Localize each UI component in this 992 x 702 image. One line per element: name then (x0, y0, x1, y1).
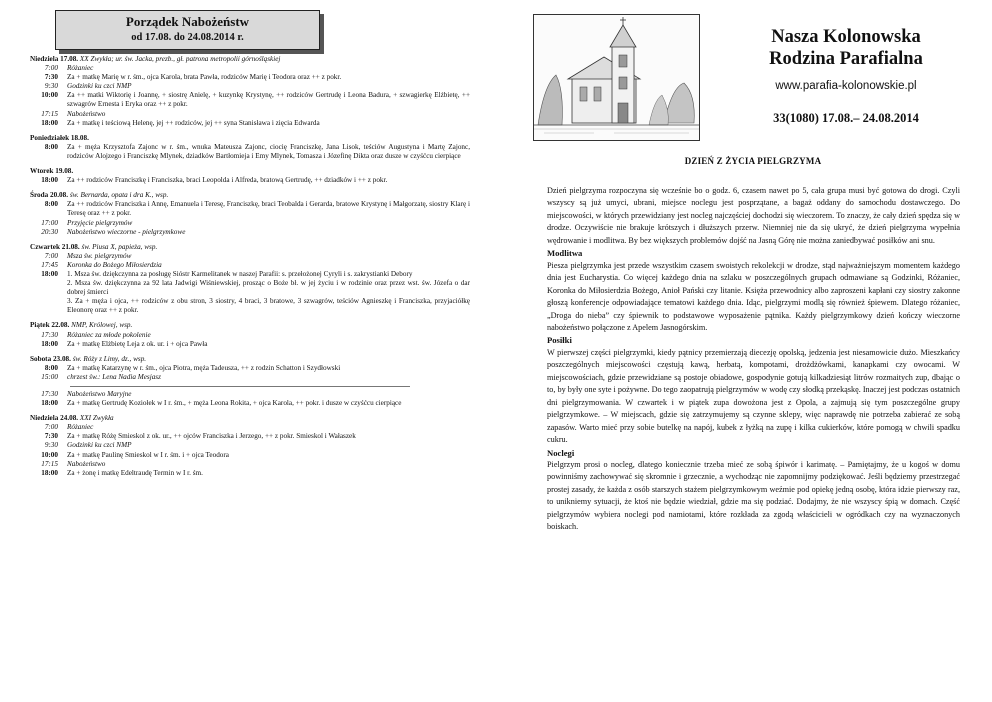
schedule-entry (30, 390, 470, 399)
schedule-entry (30, 119, 470, 128)
entry-time: 7:30 (44, 432, 58, 441)
day-feast: św. Bernarda, opata i dra K., wsp. (69, 191, 169, 200)
entry-time: 7:00 (44, 423, 58, 432)
entry-time: 17:30 (41, 330, 58, 339)
entry-time: 18:00 (41, 399, 58, 408)
schedule-entry (30, 432, 470, 441)
day-date: Niedziela 17.08. (30, 55, 79, 63)
day-date: Wtorek 19.08. (30, 167, 74, 176)
entry-time: 9:30 (44, 441, 58, 450)
entry-text: Za + matkę Gertrudę Koziołek w I r. śm., + męża Leona Rokita, + ojca Karola, ++ pokr. i dusze w czyśćcu cierpiące (67, 399, 402, 408)
entry-time: 9:30 (44, 82, 58, 91)
entry-text: 1. Msza św. dziękczynna za posługę Sióstr Karmelitanek w naszej Parafii: s. przełożonej Cyryli i s. zakrystianki Debory (67, 269, 413, 278)
day-date: Poniedziałek 18.08. (30, 133, 89, 142)
entry-text: Godzinki ku czci NMP (67, 82, 132, 91)
schedule-day (30, 321, 470, 348)
masthead-title-line1: Nasza Kolonowska (771, 27, 921, 47)
day-feast: XX Zwykła; ur. św. Jacka, prezb., gł. patrona metropolii górnośląskiej (79, 55, 281, 63)
schedule-entry (30, 399, 470, 408)
entry-time: 7:00 (44, 64, 58, 73)
entry-text: Za + matkę Marię w r. śm., ojca Karola, brata Pawła, rodziców Marię i Teodora oraz ++ z pokr. (67, 73, 342, 82)
schedule-entry (30, 252, 470, 261)
schedule-day (30, 191, 470, 236)
section-heading: Modlitwa (547, 248, 583, 259)
day-date: Piątek 22.08. (30, 321, 70, 330)
schedule-entry (30, 364, 470, 373)
church-illustration (533, 14, 700, 141)
schedule-day (30, 134, 470, 161)
entry-time: 17:30 (41, 390, 58, 398)
schedule-title: Porządek Nabożeństw (125, 14, 250, 29)
entry-time: 18:00 (41, 118, 58, 127)
day-heading (30, 167, 470, 176)
entry-time: 17:15 (41, 459, 58, 468)
day-heading (30, 134, 470, 143)
schedule-entry (30, 279, 470, 297)
day-heading (30, 355, 470, 364)
entry-text: Za + żonę i matkę Edeltraudę Termin w I r. śm. (67, 468, 203, 477)
schedule-entry (30, 270, 470, 279)
entry-time: 10:00 (41, 91, 58, 100)
schedule-day (30, 243, 470, 316)
entry-time: 20:30 (41, 227, 58, 236)
entry-text: chrzest św.: Lena Nadia Mesjasz (67, 372, 161, 381)
entry-text: Nabożeństwo wieczorne - pielgrzymkowe (67, 227, 186, 236)
schedule-entry (30, 340, 470, 349)
entry-text: Przyjęcie pielgrzymów (67, 218, 133, 227)
entry-text: Godzinki ku czci NMP (67, 441, 132, 450)
section-heading: Noclegi (547, 447, 575, 458)
schedule-dates: od 17.08. do 24.08.2014 r. (131, 32, 244, 43)
entry-text: 2. Msza św. dziękczynna za 92 lata Jadwigi Wiśniewskiej, prosząc o Boże bł. w jej życiu i w rodzinie oraz przez wst. św. Józefa o dar dobrej śmierci (67, 279, 470, 297)
entry-time: 15:00 (41, 372, 58, 381)
entry-time: 17:00 (41, 218, 58, 227)
article-body (547, 185, 960, 534)
entry-time: 18:00 (41, 339, 58, 348)
entry-time: 18:00 (41, 176, 58, 185)
parish-url: www.parafia-kolonowskie.pl (775, 80, 917, 92)
entry-time: 7:30 (44, 73, 58, 82)
schedule-entry (30, 219, 470, 228)
article-title: DZIEŃ Z ŻYCIA PIELGRZYMA (684, 156, 822, 166)
day-heading (30, 55, 470, 64)
entry-time: 17:45 (41, 260, 58, 269)
masthead-title-line2: Rodzina Parafialna (769, 49, 923, 69)
day-heading (30, 191, 470, 200)
day-feast: św. Piusa X, papieża, wsp. (81, 242, 158, 251)
entry-text: Msza św. pielgrzymów (67, 251, 132, 260)
section-text: Piesza pielgrzymka jest przede wszystkim czasem swoistych rekolekcji w drodze, stąd najważniejszym momentem każdego dnia jest Eucharystia. Co więcej każdego dnia na szlaku w poszczególnych grupach odmawiane są Godzinki, Różaniec, Koronka do Miłosierdzia Bożego, Anioł Pański czy litanie. Księża przewodnicy albo zaproszeni kapłani czy siostry zakonne głoszą konferencje odpowiadające tematowi każdego dnia. Idąc, pielgrzymi modlą się również śpiewem. Dlatego różaniec, „Droga do nieba” czy śpiewnik to podstawowe wyposażenie pątnika. Każdy pielgrzymkowy dzień kończy wieczorne nabożeństwo połączone z Apelem Jasnogórskim. (547, 260, 960, 332)
entry-text: Różaniec za młode pokolenie (67, 330, 151, 339)
article-intro: Dzień pielgrzyma rozpoczyna się wcześnie bo o godz. 6, czasem nawet po 5, cała grupa musi być gotowa do drogi. Czyli wszyscy są już umyci, ubrani, miejsce noclegu jest posprzątane, a bagaż oddany do samochodu dostawczego. Do miejscowości, w których przewidziany jest nocleg najczęściej dochodzi się wieczorem. To znaczy, że cały dzień spędza się w drodze. Oczywiście nie brakuje krótszych i dłuższych przerw. Niemniej nie da się ukryć, że dzień pielgrzyma wypełnia wędrowanie i modlitwa. By bez większych problemów dojść na Jasną Górę nie można zaniedbywać posiłków ani snu. (547, 186, 960, 245)
schedule-entry (30, 228, 470, 237)
entry-text: Za + męża Krzysztofa Zajonc w r. śm., wnuka Mateusza Zajonc, ciocię Franciszkę, Jana Lisok, teściów Augustyna i Martę Zajonc, rodziców Alojzego i Franciszkę Mlynek, dziadków Bartłomieja i Emy Mlynek, Tomasza i Józefinę Dikta oraz dusze w czyśćcu cierpiące (67, 142, 470, 160)
entry-text: Za + matkę Katarzynę w r. śm., ojca Piotra, męża Tadeusza, ++ z rodzin Schatton i Szydłowski (67, 363, 341, 372)
entry-text: Różaniec (67, 423, 94, 432)
day-date: Sobota 23.08. (30, 354, 71, 363)
schedule-entry (30, 64, 470, 73)
schedule-entry (30, 441, 470, 450)
entry-text: Za + matkę i teściową Helenę, jej ++ rodziców, jej ++ syna Stanisława i zięcia Edwarda (67, 118, 320, 127)
schedule-entry (30, 373, 470, 382)
schedule-entry (30, 110, 470, 119)
masthead-title (711, 26, 981, 70)
section-text: W pierwszej części pielgrzymki, kiedy pątnicy przemierzają diecezję opolską, jedzenia jest niesamowicie dużo. Mieszkańcy poszczególnych miejscowości częstują kawą, herbatą, kompotami, drożdżówkami, kanapkami czy owocami. W miejscowościach, gdzie przewidziane są postoje obiadowe, gospodynie gotują kilkadziesiąt litrów rozmaitych zup, dbając o to, by były one syte i pożywne. Do tego zaopatrują pielgrzymów w wodę czy słodką przekąskę. Inaczej jest podczas ostatnich dni pielgrzymowania. W czwartek i w piątek zupa dowożona jest z Opola, a zajmują się tym poszczególne grupy pielgrzymkowe. – W miejscach, gdzie się zatrzymujemy są czynne sklepy, więc naprawdę nie potrzeba zabierać ze sobą zapasów. Warto mieć przy sobie butelkę na napój, kubek z łyżką na zupę i kilka cukierków, które pomogą w chwili spadku cukru. (547, 347, 960, 445)
separator-line (70, 386, 410, 387)
schedule-day (30, 414, 470, 478)
day-date: Czwartek 21.08. (30, 242, 80, 251)
entry-time: 8:00 (44, 142, 58, 151)
schedule-entry (30, 82, 470, 91)
schedule-entry (30, 469, 470, 478)
entry-time: 8:00 (44, 363, 58, 372)
bulletin-page (496, 0, 992, 702)
entry-text: Za + matkę Paulinę Smieskol w I r. śm. i + ojca Teodora (67, 450, 229, 459)
entry-text: 3. Za + męża i ojca, ++ rodziców z obu stron, 3 siostry, 4 braci, 3 bratowe, 3 szwagrów, teściów Agnieszkę i Franciszka, przyjaciółkę Eleonorę oraz ++ z pokr. (67, 297, 470, 315)
schedule-entry (30, 200, 470, 218)
schedule-list (30, 55, 470, 484)
day-feast: św. Róży z Limy, dz., wsp. (72, 354, 147, 363)
issue-number: 33(1080) 17.08.– 24.08.2014 (773, 111, 919, 125)
day-feast: NMP, Królowej, wsp. (71, 321, 133, 330)
schedule-entry (30, 261, 470, 270)
day-heading (30, 321, 470, 330)
schedule-day (30, 355, 470, 408)
entry-text: Różaniec (67, 64, 94, 73)
entry-text: Za ++ rodziców Franciszkę i Franciszka, braci Leopolda i Alfreda, bratową Gertrudę, ++ dziadków i ++ z pokr. (67, 176, 388, 185)
entry-time: 8:00 (44, 200, 58, 209)
schedule-day (30, 167, 470, 185)
entry-time: 10:00 (41, 450, 58, 459)
schedule-entry (30, 91, 470, 109)
entry-text: Nabożeństwo (67, 459, 106, 468)
day-date: Środa 20.08. (30, 191, 69, 200)
entry-time: 18:00 (41, 269, 58, 278)
entry-text: Za + matkę Różę Smieskol z ok. ur., ++ ojców Franciszka i Jerzego, ++ z pokr. Smieskol i Wałaszek (67, 432, 356, 441)
entry-text: Za + matkę Elżbietę Leja z ok. ur. i + ojca Pawła (67, 339, 208, 348)
schedule-entry (30, 73, 470, 82)
church-drawing (534, 15, 699, 140)
entry-text: Nabożeństwo Maryjne (67, 390, 132, 398)
entry-time: 18:00 (41, 468, 58, 477)
entry-time: 17:15 (41, 109, 58, 118)
entry-text: Za ++ matki Wiktorię i Joannę, + siostrę Anielę, + kuzynkę Krystynę, ++ rodziców Gertrudę i Leona Badura, + szwagierkę Elżbietę, ++ szwagrów Ernesta i Eryka oraz ++ z pokr. (67, 91, 470, 109)
schedule-entry (30, 297, 470, 315)
schedule-entry (30, 423, 470, 432)
entry-time (30, 297, 67, 315)
entry-time (30, 279, 67, 297)
day-heading (30, 243, 470, 252)
entry-text: Nabożeństwo (67, 109, 106, 118)
schedule-entry (30, 331, 470, 340)
schedule-entry (30, 460, 470, 469)
section-text: Pielgrzym prosi o nocleg, dlatego koniecznie trzeba mieć ze sobą śpiwór i karimatę. – Pamiętajmy, że u kogoś w domu powinniśmy zachowywać się skromnie i grzecznie, a wychodząc nie zapomnijmy podziękować. Jeśli będziemy przestrzegać prostej zasady, że każda z osób starszych stażem pielgrzymkowym weźmie pod opiekę jedną osobę, która idzie pierwszy raz, to unikniemy sytuacji, że ktoś nie będzie wiedział, gdzie ma się podziać. Dodajmy, że nie wszyscy śpią w domach. Część pielgrzymów wybiera noclegi pod namiotami, które rozkłada za zgodą właścicieli w ogródkach czy na wyznaczonych boiskach. (547, 459, 960, 532)
section-heading: Posiłki (547, 335, 572, 346)
entry-text: Za ++ rodziców Franciszka i Annę, Emanuela i Teresę, Franciszkę, braci Teobalda i Gerarda, bratowe Krystynę i Małgorzatę, siostry Klarę i Teresę oraz ++ z pokr. (67, 200, 470, 218)
schedule-entry (30, 451, 470, 460)
day-feast: XXI Zwykła (79, 414, 114, 423)
schedule-entry (30, 176, 470, 185)
schedule-entry (30, 143, 470, 161)
day-heading (30, 414, 470, 423)
schedule-day (30, 55, 470, 128)
schedule-header-box (55, 10, 320, 50)
day-date: Niedziela 24.08. (30, 414, 79, 423)
entry-time: 7:00 (44, 251, 58, 260)
entry-text: Koronka do Bożego Miłosierdzia (67, 260, 162, 269)
